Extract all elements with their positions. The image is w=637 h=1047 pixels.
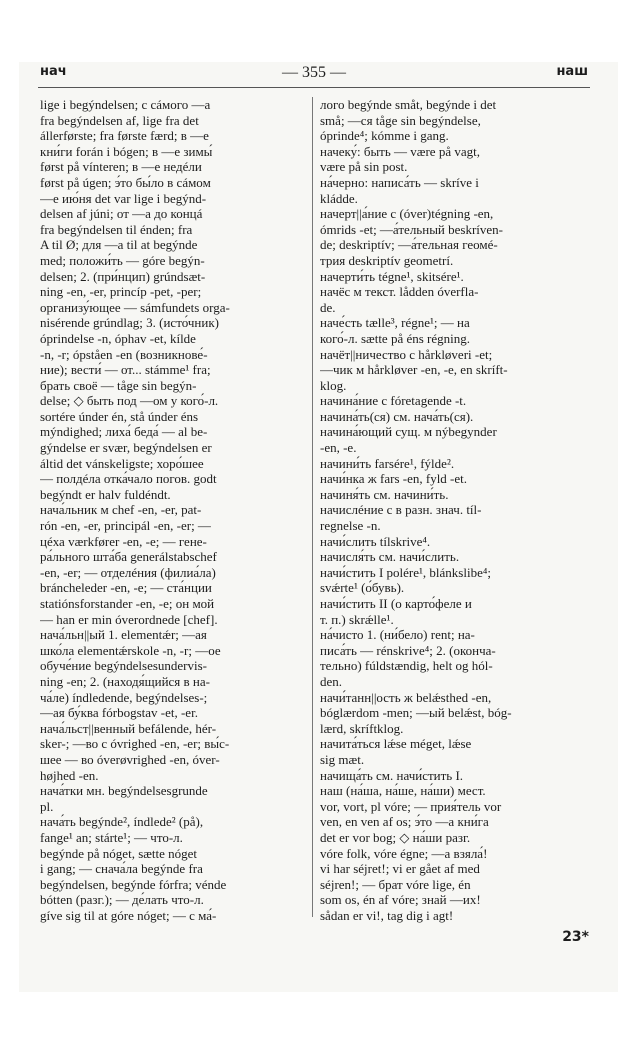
page-header bbox=[40, 64, 588, 84]
text-line: на́чисто 1. (ни́бело) rent; на- bbox=[320, 627, 475, 643]
text-line: начисля́ть см. начи́слить. bbox=[320, 549, 460, 565]
left-column bbox=[40, 97, 304, 927]
text-line: de. bbox=[320, 299, 336, 315]
text-line: организу́ющее — sámfundets orga- bbox=[40, 299, 230, 315]
text-line: delsen af júni; от —а до концá bbox=[40, 206, 203, 222]
text-line: séjren!; — брат vóre lige, én bbox=[320, 876, 471, 892]
text-line: regnelse -n. bbox=[320, 518, 381, 534]
text-line: små; —ся tåge sin begýndelse, bbox=[320, 112, 481, 128]
text-line: нача́льник м chef -en, -er, pat- bbox=[40, 502, 202, 518]
text-line: gýndelse er svær, begýndelsen er bbox=[40, 440, 212, 456]
text-line: -n, -r; ópståen -en (возникнове́- bbox=[40, 346, 208, 362]
page-number: — 355 — bbox=[282, 64, 346, 81]
text-line: sker-; —во с óvrighed -en, -er; вы́с- bbox=[40, 736, 230, 752]
text-line: т. п.) skrǽlle¹. bbox=[320, 611, 394, 627]
text-line: ómrids -et; —а́тельный beskríven- bbox=[320, 221, 504, 237]
text-line: kládde. bbox=[320, 190, 358, 206]
right-column bbox=[320, 97, 590, 927]
text-line: — han er min óverordnede [chef]. bbox=[40, 611, 218, 627]
text-line: delse; ◇ быть под —ом у кого́-л. bbox=[40, 393, 219, 409]
text-line: шее — во óverøvrighed -en, óver- bbox=[40, 751, 220, 767]
text-line: —е ию́ня det var lige i begýnd- bbox=[40, 190, 207, 206]
text-line: начини́ть farsére¹, fýlde². bbox=[320, 455, 455, 471]
text-line: ning -en, -er, princíp -pet, -per; bbox=[40, 284, 202, 300]
text-line: først på vínteren; в —е недéли bbox=[40, 159, 202, 175]
text-line: нача́тки мн. begýndelsesgrunde bbox=[40, 783, 208, 799]
text-line: begýnde på nóget, sætte nóget bbox=[40, 845, 198, 861]
text-line: наче́сть tælle³, régne¹; — на bbox=[320, 315, 470, 331]
text-line: sig mæt. bbox=[320, 751, 365, 767]
text-line: først på úgen; э́то бы́ло в сáмом bbox=[40, 174, 211, 190]
text-line: áltid det vánskeligste; хоро́шее bbox=[40, 455, 204, 471]
text-line: vor, vort, pl vóre; — прия́тель vor bbox=[320, 798, 502, 814]
text-line: sådan er vi!, tag dig i agt! bbox=[320, 907, 454, 923]
text-line: шко́ла elementǽrskole -n, -r; —ое bbox=[40, 642, 221, 658]
text-line: lærd, skríftklog. bbox=[320, 720, 404, 736]
text-line: начиня́ть см. начини́ть. bbox=[320, 486, 449, 502]
sheet-signature: 23* bbox=[562, 929, 589, 945]
text-line: den. bbox=[320, 673, 343, 689]
text-line: fra begýndelsen til énden; fra bbox=[40, 221, 193, 237]
text-line: ние); вести́ — от... stámme¹ fra; bbox=[40, 362, 211, 378]
text-line: vóre folk, vóre égne; —а взяла́! bbox=[320, 845, 488, 861]
text-line: цéха værkfører -en, -e; — гене- bbox=[40, 533, 207, 549]
text-line: трия deskriptív geometrí. bbox=[320, 252, 454, 268]
text-line: обуче́ние begýndelsesundervis- bbox=[40, 658, 208, 674]
header-right-guideword: наш bbox=[556, 64, 588, 79]
text-line: bóglærdom -men; —ый belǽst, bóg- bbox=[320, 705, 512, 721]
text-line: начи́стить II (о карто́феле и bbox=[320, 596, 472, 611]
text-line: начи́слить tílskrive⁴. bbox=[320, 533, 431, 549]
text-line: наш (на́ша, на́ше, на́ши) мест. bbox=[320, 783, 486, 799]
text-line: кого́-л. sætte på éns régning. bbox=[320, 330, 471, 346]
text-line: svǽrte¹ (о́бувь). bbox=[320, 580, 405, 596]
text-line: писа́ть — rénskrive⁴; 2. (оконча- bbox=[320, 642, 496, 658]
text-line: ven, en ven af os; э́то —а кни́га bbox=[320, 814, 489, 830]
text-line: —чик м hårkløver -en, -e, en skríft- bbox=[320, 362, 508, 378]
text-line: -en, -er; — отделéния (филиа́ла) bbox=[40, 564, 216, 580]
text-line: начерт||а́ние с (óver)tégning -en, bbox=[320, 206, 494, 222]
text-line: állerførste; fra første færd; в —е bbox=[40, 128, 209, 144]
text-line: нача́льн||ый 1. elementǽr; —ая bbox=[40, 627, 207, 643]
text-line: начина́ть(ся) см. нача́ть(ся). bbox=[320, 408, 474, 424]
text-line: ра́льного шта́ба generálstabschef bbox=[40, 549, 217, 565]
text-line: begýndelsen, begýnde fórfra; vénde bbox=[40, 876, 227, 892]
text-line: начеку́: быть — være på vagt, bbox=[320, 143, 480, 159]
text-line: bráncheleder -en, -e; — ста́нции bbox=[40, 580, 212, 596]
column-divider bbox=[312, 97, 313, 917]
text-line: A til Ø; для —а til at begýnde bbox=[40, 237, 198, 253]
text-line: rón -en, -er, principál -en, -er; — bbox=[40, 518, 211, 534]
text-line: pl. bbox=[40, 798, 54, 814]
text-line: ning -en; 2. (находя́щийся в на- bbox=[40, 673, 210, 689]
text-line: nisérende grúndlag; 3. (исто́чник) bbox=[40, 315, 219, 331]
text-line: начёт||ничество с hårkløveri -et; bbox=[320, 346, 493, 362]
text-line: lige i begýndelsen; с сáмого —а bbox=[40, 97, 211, 112]
text-line: начёс м текст. lådden óverfla- bbox=[320, 284, 479, 300]
text-line: óprinde⁴; kómme i gang. bbox=[320, 128, 449, 144]
text-line: начища́ть см. начи́стить I. bbox=[320, 767, 464, 783]
text-line: være på sin post. bbox=[320, 159, 408, 175]
text-line: начерти́ть tégne¹, skitsére¹. bbox=[320, 268, 464, 284]
text-line: begýndt er halv fuldéndt. bbox=[40, 486, 171, 502]
text-line: fange¹ an; stárte¹; — что-л. bbox=[40, 829, 183, 845]
text-line: -en, -e. bbox=[320, 440, 357, 456]
header-rule bbox=[38, 87, 590, 88]
text-line: начи́нка ж fars -en, fyld -et. bbox=[320, 471, 468, 487]
text-line: gíve sig til at góre nóget; — с ма́- bbox=[40, 907, 217, 923]
text-line: sortére únder én, stå únder éns bbox=[40, 408, 199, 424]
text-line: med; положи́ть — góre begýn- bbox=[40, 252, 205, 268]
text-line: лого begýnde småt, begýnde i det bbox=[320, 97, 497, 112]
text-line: i gang; — снача́ла begýnde fra bbox=[40, 861, 203, 877]
text-line: statiónsforstander -en, -e; он мой bbox=[40, 596, 215, 611]
text-line: delsen; 2. (при́нцип) grúndsæt- bbox=[40, 268, 206, 284]
text-line: bótten (разг.); — де́лать что-л. bbox=[40, 892, 204, 908]
text-line: fra begýndelsen af, lige fra det bbox=[40, 112, 199, 128]
text-line: брать своё — tåge sin begýn- bbox=[40, 377, 197, 393]
text-line: — полдéла отка́чало погов. godt bbox=[40, 471, 217, 487]
text-line: mýndighed; лиха́ беда́ — al be- bbox=[40, 424, 208, 440]
text-line: højhed -en. bbox=[40, 767, 99, 783]
text-line: нача́льст||венный befálende, hér- bbox=[40, 720, 217, 736]
text-line: —ая бу́ква fórbogstav -et, -er. bbox=[40, 705, 198, 721]
text-line: vi har séjret!; vi er gået af med bbox=[320, 861, 480, 877]
text-line: начи́стить I polére¹, blánkslibe⁴; bbox=[320, 564, 492, 580]
header-left-guideword: нач bbox=[40, 64, 67, 79]
text-line: klog. bbox=[320, 377, 347, 393]
text-line: начита́ться lǽse méget, lǽse bbox=[320, 736, 472, 752]
text-line: det er vor bog; ◇ на́ши разг. bbox=[320, 829, 471, 845]
text-line: начина́ние с fóretagende -t. bbox=[320, 393, 467, 409]
text-line: начи́танн||ость ж belǽsthed -en, bbox=[320, 689, 492, 705]
text-line: начина́ющий сущ. м nýbegynder bbox=[320, 424, 497, 440]
text-line: кни́ги forán i bógen; в —е зимы́ bbox=[40, 143, 213, 159]
text-line: нача́ть begýnde², índlede² (på), bbox=[40, 814, 204, 830]
text-line: на́черно: написа́ть — skríve i bbox=[320, 174, 479, 190]
text-line: óprindelse -n, óphav -et, kílde bbox=[40, 330, 196, 346]
text-line: de; deskriptív; —а́тельная геомé- bbox=[320, 237, 498, 253]
text-line: som os, én af vóre; знай —их! bbox=[320, 892, 481, 908]
text-line: начислéние с в разн. знач. tíl- bbox=[320, 502, 482, 518]
text-line: ча́ле) índledende, begýndelses-; bbox=[40, 689, 208, 705]
text-line: тельно) fúldstændig, helt og hól- bbox=[320, 658, 493, 674]
